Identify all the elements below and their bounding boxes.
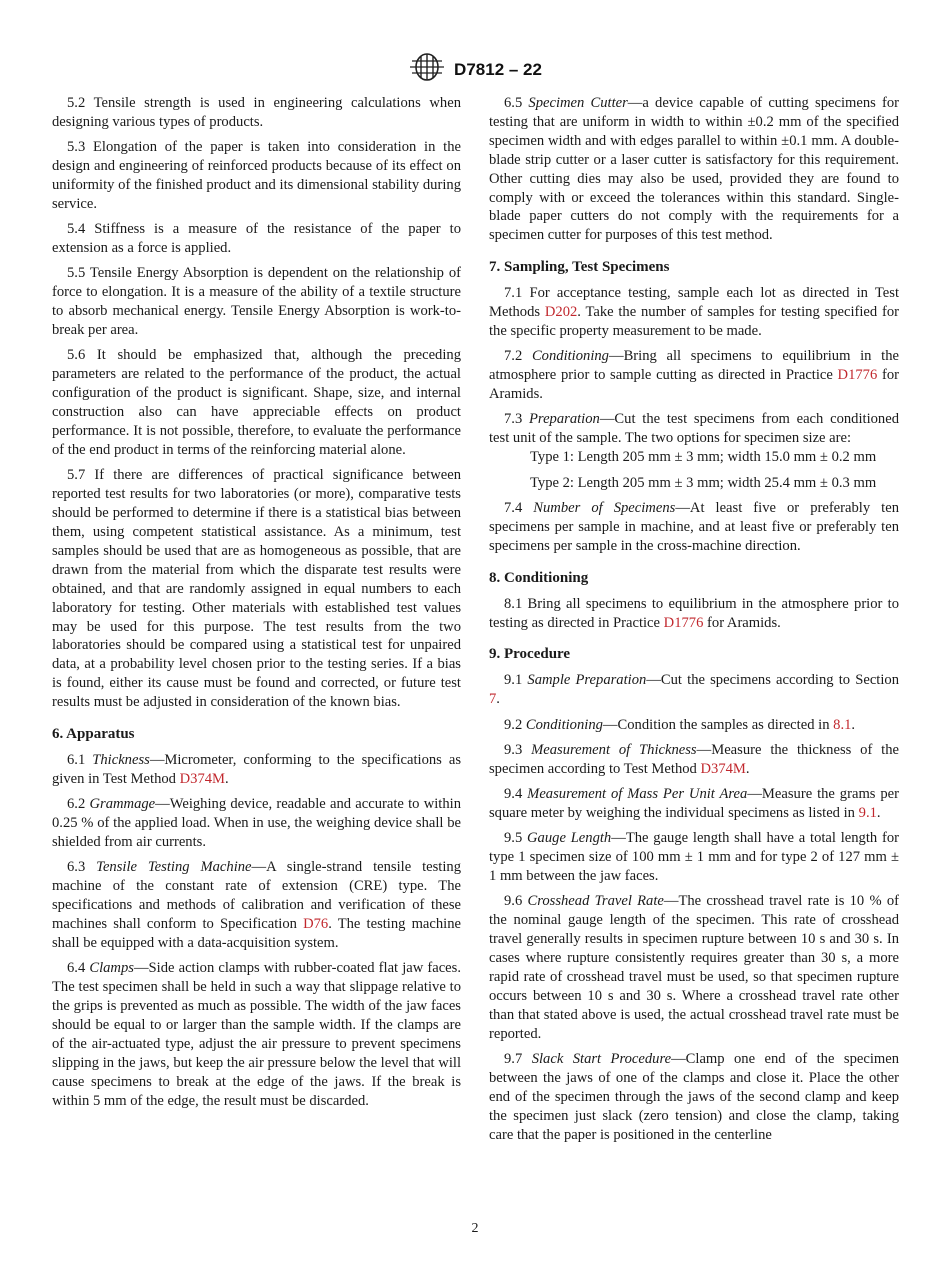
reference-link-section-7[interactable]: 7	[489, 691, 497, 708]
term-crosshead-travel-rate: Crosshead Travel Rate	[527, 893, 664, 910]
left-column	[52, 94, 461, 1117]
paragraph-5-2: 5.2 Tensile strength is used in engineering calculations when designing various types of products.	[52, 95, 461, 130]
term-measurement-of-mass: Measurement of Mass Per Unit Area	[527, 786, 748, 803]
term-conditioning: Conditioning	[531, 348, 609, 365]
paragraph-8-1: 8.1 Bring all specimens to equilibrium in the atmosphere prior to testing as directed in Practice D1776 for Aramids.	[489, 595, 899, 631]
term-number-of-specimens: Number of Specimens	[533, 499, 676, 516]
paragraph-5-3: 5.3 Elongation of the paper is taken into consideration in the design and engineering of reinforced products because of its effect on uniformity of the finished product and its dimensional stability during service.	[52, 139, 461, 212]
reference-link-d1776[interactable]: D1776	[837, 367, 878, 384]
specimen-type-1: Type 1: Length 205 mm ± 3 mm; width 15.0 mm ± 0.2 mm	[530, 449, 877, 466]
paragraph-5-6: 5.6 It should be emphasized that, although the preceding parameters are related to the performance of the product, the actual configuration of the product is significant. Shape, size, and internal construction also can have appreciable effects on product performance. It is not possible, therefore, to evaluate the performance of the end product in terms of the reinforcing material alone.	[52, 347, 461, 458]
paragraph-9-4: 9.4 Measurement of Mass Per Unit Area—Measure the grams per square meter by weighing the individual specimens as listed in 9.1.	[489, 786, 900, 822]
term-slack-start-procedure: Slack Start Procedure	[531, 1051, 672, 1068]
term-clamps: Clamps	[89, 960, 134, 977]
reference-link-d1776[interactable]: D1776	[663, 614, 704, 631]
term-preparation: Preparation	[529, 411, 600, 428]
term-grammage: Grammage	[89, 796, 156, 813]
paragraph-6-4: 6.4 Clamps—Side action clamps with rubber-coated flat jaw faces. The test specimen shall be held in such a way that slippage relative to the grips is prevented as much as possible. The width of the jaw faces should be equal to or larger than the sample width. If the clamps are of the air-actuated type, adjust the air pressure to prevent specimens slipping in the jaws, but keep the air pressure below the level that will cause specimens to break at the edge of the jaws. If the break is within 5 mm of the edge, the result must be discarded.	[52, 960, 461, 1109]
page-number: 2	[471, 1221, 479, 1236]
term-specimen-cutter: Specimen Cutter	[528, 95, 628, 111]
paragraph-9-6: 9.6 Crosshead Travel Rate—The crosshead travel rate is 10 % of the nominal gauge length of the specimen. This rate of crosshead travel generally results in specimen rupture between 10 s and 30 s. In cases where rupture consistently requires greater than 30 s, a more rapid rate of crosshead travel must be used, so that specimen rupture occurs between 10 s and 30 s. Where a crosshead travel rate other than that stated above is used, the actual crosshead travel rate must be reported.	[489, 893, 899, 1042]
section-heading-apparatus: 6. Apparatus	[52, 726, 135, 743]
term-thickness: Thickness	[92, 752, 150, 769]
section-heading-sampling: 7. Sampling, Test Specimens	[489, 259, 670, 276]
paragraph-9-5: 9.5 Gauge Length—The gauge length shall have a total length for type 1 specimen size of 100 mm ± 1 mm and for type 2 of 127 mm ± 1 mm between the jaw faces.	[489, 830, 899, 885]
paragraph-5-7: 5.7 If there are differences of practical significance between reported test results for two laboratories (or more), comparative tests should be performed to determine if there is a statistical bias between them, using competent statistical assistance. As a minimum, test samples should be used that are as homogeneous as possible, that are drawn from the material from which the disparate test results were obtained, and that are randomly assigned in equal numbers to each laboratory for testing. Other materials with established test values may be used for this purpose. The test results from the two laboratories should be compared using a statistical test for unpaired data, at a probability level chosen prior to the testing series. If a bias is found, either its cause must be found and corrected, or future test results must be adjusted in consideration of the known bias.	[52, 467, 461, 711]
paragraph-6-5: 6.5 Specimen Cutter—a device capable of cutting specimens for testing that are uniform in width to within ±0.2 mm of the specified specimen width and with edges parallel to within ±0.1 mm. A double-blade strip cutter or a laser cutter is satisfactory for this requirement. Other cutting dies may also be used, provided they are found to comply with or exceed the tolerances within this standard. Single-blade paper cutters do not comply with the requirements for a specimen cutter for purposes of this test method.	[489, 95, 899, 244]
paragraph-7-4: 7.4 Number of Specimens—At least five or preferably ten specimens per sample in machine, and at least five or preferably ten specimens per sample in the cross-machine direction.	[489, 499, 900, 554]
paragraph-5-5: 5.5 Tensile Energy Absorption is dependent on the relationship of force to elongation. It is a measure of the ability of a textile structure to absorb mechanical energy. Tensile Energy Absorption is work-to-break per area.	[52, 265, 461, 339]
paragraph-7-2: 7.2 Conditioning—Bring all specimens to equilibrium in the atmosphere prior to sample cutting as directed in Practice D1776 for Aramids.	[489, 348, 900, 403]
right-column	[489, 94, 899, 1151]
term-measurement-of-thickness: Measurement of Thickness	[531, 741, 697, 758]
paragraph-9-7: 9.7 Slack Start Procedure—Clamp one end of the specimen between the jaws of one of the clamps and close it. Place the other end of the specimen through the jaws of the second clamp and keep the specimen just slack (zero tension) and close the clamp, taking care that the paper is positioned in the centerline	[489, 1051, 899, 1143]
reference-link-d202[interactable]: D202	[544, 304, 578, 321]
paragraph-9-1: 9.1 Sample Preparation—Cut the specimens according to Section 7.	[489, 672, 900, 708]
document-id: D7812 – 22	[454, 59, 542, 79]
term-conditioning: Conditioning	[525, 716, 603, 733]
paragraph-7-3: 7.3 Preparation—Cut the test specimens from each conditioned test unit of the sample. The two options for specimen size are:	[489, 411, 900, 447]
astm-logo-icon	[408, 52, 446, 87]
paragraph-5-4: 5.4 Stiffness is a measure of the resistance of the paper to extension as a force is applied.	[52, 221, 461, 257]
reference-link-8-1[interactable]: 8.1	[833, 716, 852, 733]
paragraph-7-1: 7.1 For acceptance testing, sample each lot as directed in Test Methods D202. Take the number of samples for testing specified for the specific property measurement to be made.	[489, 285, 899, 340]
specimen-type-2: Type 2: Length 205 mm ± 3 mm; width 25.4 mm ± 0.3 mm	[530, 474, 877, 491]
term-sample-preparation: Sample Preparation	[527, 672, 647, 689]
paragraph-9-2: 9.2 Conditioning—Condition the samples as directed in 8.1.	[504, 716, 856, 733]
paragraph-6-2: 6.2 Grammage—Weighing device, readable and accurate to within 0.25 % of the applied load. When in use, the weighing device shall be shielded from air currents.	[52, 796, 462, 851]
section-heading-procedure: 9. Procedure	[489, 646, 571, 663]
paragraph-6-1: 6.1 Thickness—Micrometer, conforming to the specifications as given in Test Method D374M.	[52, 752, 462, 787]
term-tensile-testing-machine: Tensile Testing Machine	[96, 859, 252, 876]
reference-link-d374m[interactable]: D374M	[179, 770, 226, 787]
paragraph-6-3: 6.3 Tensile Testing Machine—A single-strand tensile testing machine of the constant rate of extension (CRE) type. The specifications and methods of calibration and verification of these machines shall conform to Specification D76. The testing machine shall be equipped with a data-acquisition system.	[52, 859, 462, 951]
paragraph-9-3: 9.3 Measurement of Thickness—Measure the thickness of the specimen according to Test Method D374M.	[489, 741, 900, 777]
section-heading-conditioning: 8. Conditioning	[489, 569, 589, 586]
page-header	[0, 52, 950, 86]
term-gauge-length: Gauge Length	[527, 830, 612, 847]
reference-link-d76[interactable]: D76	[303, 916, 329, 933]
reference-link-d374m[interactable]: D374M	[700, 760, 746, 777]
reference-link-9-1[interactable]: 9.1	[858, 805, 877, 822]
